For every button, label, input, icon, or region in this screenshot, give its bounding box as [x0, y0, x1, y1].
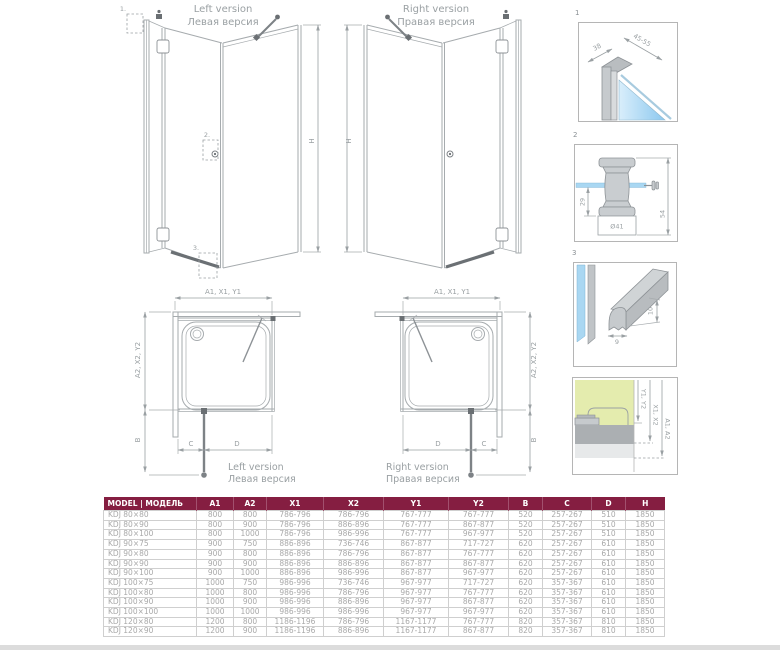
table-cell: 1850 [626, 617, 665, 627]
left-plan-version-en: Left version [228, 462, 284, 473]
detail-2-drawing [574, 144, 678, 242]
table-cell: 1850 [626, 520, 665, 530]
table-cell: 886-896 [267, 549, 324, 559]
table-cell: 610 [592, 540, 626, 550]
model-cell: KDJ 100×75 [104, 578, 197, 588]
table-cell: 867-877 [449, 627, 509, 637]
table-cell: 986-996 [267, 608, 324, 618]
column-header: H [626, 497, 665, 511]
table-header-row [104, 497, 665, 511]
detail-4-inner-dim: Y1, Y2 [639, 388, 648, 410]
table-cell: 357-367 [543, 627, 592, 637]
table-cell: 867-877 [384, 569, 449, 579]
table-cell: 610 [592, 559, 626, 569]
table-cell: 810 [592, 617, 626, 627]
table-cell: 820 [509, 617, 543, 627]
column-header: X1 [267, 497, 324, 511]
table-cell: 900 [234, 559, 267, 569]
table-cell: 1850 [626, 569, 665, 579]
table-row [104, 559, 665, 569]
table-cell: 800 [234, 511, 267, 521]
left-version-title-ru: Левая версия [187, 17, 259, 28]
table-cell: 967-977 [449, 608, 509, 618]
model-cell: KDJ 100×90 [104, 598, 197, 608]
table-cell: 1000 [234, 530, 267, 540]
table-cell: 620 [509, 598, 543, 608]
plan-b-dim-label: B [530, 437, 538, 443]
table-cell: 520 [509, 530, 543, 540]
table-cell: 1200 [197, 617, 234, 627]
table-cell: 1850 [626, 511, 665, 521]
table-cell: 867-877 [449, 520, 509, 530]
table-cell: 767-777 [449, 617, 509, 627]
table-cell: 786-796 [324, 549, 384, 559]
table-cell: 257-267 [543, 511, 592, 521]
table-cell: 620 [509, 559, 543, 569]
detail-1-drawing [578, 22, 678, 122]
table-cell: 800 [234, 549, 267, 559]
table-row [104, 520, 665, 530]
table-cell: 620 [509, 588, 543, 598]
table-cell: 1850 [626, 588, 665, 598]
table-cell: 786-796 [267, 520, 324, 530]
table-cell: 967-977 [449, 569, 509, 579]
table-cell: 1167-1177 [384, 627, 449, 637]
table-cell: 986-996 [267, 578, 324, 588]
model-cell: KDJ 100×100 [104, 608, 197, 618]
detail-1-width-dim: 38 [591, 41, 603, 53]
detail-3-height-dim: 10 [646, 306, 655, 316]
table-cell: 1000 [197, 588, 234, 598]
table-cell: 717-727 [449, 540, 509, 550]
table-cell: 610 [592, 549, 626, 559]
plan-c-dim-label: C [481, 440, 487, 448]
table-cell: 986-996 [324, 608, 384, 618]
table-cell: 1000 [234, 608, 267, 618]
table-cell: 1000 [197, 608, 234, 618]
detail-2-diameter-dim: Ø41 [610, 222, 624, 231]
table-row [104, 617, 665, 627]
column-header: A2 [234, 497, 267, 511]
model-cell: KDJ 90×100 [104, 569, 197, 579]
table-cell: 1850 [626, 540, 665, 550]
right-version-title-en: Right version [402, 4, 470, 15]
table-cell: 786-796 [267, 511, 324, 521]
model-cell: KDJ 80×90 [104, 520, 197, 530]
table-cell: 800 [234, 588, 267, 598]
table-cell: 610 [592, 569, 626, 579]
page-edge [0, 645, 780, 650]
table-cell: 786-796 [267, 530, 324, 540]
model-cell: KDJ 80×100 [104, 530, 197, 540]
table-cell: 520 [509, 520, 543, 530]
table-cell: 800 [197, 520, 234, 530]
table-cell: 900 [234, 627, 267, 637]
table-cell: 1186-1196 [267, 617, 324, 627]
table-row [104, 540, 665, 550]
table-cell: 886-896 [267, 569, 324, 579]
table-cell: 750 [234, 540, 267, 550]
table-cell: 886-896 [324, 559, 384, 569]
left-plan-version-ru: Левая версия [228, 474, 296, 485]
table-cell: 1850 [626, 530, 665, 540]
table-cell: 900 [234, 520, 267, 530]
table-row [104, 578, 665, 588]
column-header: X2 [324, 497, 384, 511]
detail-marker-3: 3. [192, 244, 200, 252]
table-cell: 786-796 [324, 588, 384, 598]
table-cell: 257-267 [543, 549, 592, 559]
detail-2-offset-dim: 29 [578, 197, 587, 207]
detail-marker-1: 1. [119, 5, 127, 13]
table-cell: 510 [592, 520, 626, 530]
table-row [104, 588, 665, 598]
table-row [104, 530, 665, 540]
table-cell: 886-896 [324, 598, 384, 608]
detail-2-number: 2 [573, 131, 578, 139]
table-cell: 736-746 [324, 540, 384, 550]
column-header: Y2 [449, 497, 509, 511]
table-cell: 1850 [626, 608, 665, 618]
table-cell: 610 [592, 598, 626, 608]
height-dim-label: H [345, 138, 353, 144]
table-cell: 867-877 [384, 540, 449, 550]
model-cell: KDJ 120×90 [104, 627, 197, 637]
height-dim-label: H [308, 138, 316, 144]
table-cell: 620 [509, 578, 543, 588]
table-cell: 900 [197, 540, 234, 550]
table-cell: 886-896 [267, 559, 324, 569]
table-cell: 967-977 [384, 598, 449, 608]
column-header: D [592, 497, 626, 511]
right-plan-drawing [325, 285, 550, 490]
table-cell: 1167-1177 [384, 617, 449, 627]
right-plan-version-en: Right version [386, 462, 449, 473]
table-cell: 510 [592, 530, 626, 540]
spec-table [103, 497, 665, 637]
table-cell: 510 [592, 511, 626, 521]
left-version-title-en: Left version [193, 4, 253, 15]
column-header: C [543, 497, 592, 511]
left-plan-version-label [228, 462, 296, 486]
table-cell: 1186-1196 [267, 627, 324, 637]
left-elevation-drawing [105, 0, 335, 295]
detail-3-width-dim: 9 [614, 338, 620, 346]
table-cell: 620 [509, 549, 543, 559]
table-cell: 986-996 [267, 588, 324, 598]
table-cell: 610 [592, 608, 626, 618]
detail-1-number: 1 [575, 9, 580, 17]
table-cell: 786-796 [324, 511, 384, 521]
model-cell: KDJ 100×80 [104, 588, 197, 598]
model-cell: KDJ 90×75 [104, 540, 197, 550]
plan-side-dim-label: A2, X2, Y2 [134, 341, 142, 379]
detail-3-drawing [573, 262, 677, 367]
detail-2-height-dim: 54 [658, 209, 667, 219]
right-plan-version-ru: Правая версия [386, 474, 460, 485]
table-cell: 767-777 [449, 588, 509, 598]
table-cell: 767-777 [384, 530, 449, 540]
table-cell: 986-996 [267, 598, 324, 608]
table-cell: 786-796 [324, 617, 384, 627]
plan-d-dim-label: D [234, 440, 240, 448]
right-plan-version-label [386, 462, 460, 486]
table-cell: 520 [509, 511, 543, 521]
table-cell: 750 [234, 578, 267, 588]
table-cell: 1000 [197, 578, 234, 588]
table-cell: 257-267 [543, 569, 592, 579]
table-cell: 900 [234, 598, 267, 608]
table-cell: 736-746 [324, 578, 384, 588]
table-cell: 257-267 [543, 540, 592, 550]
table-cell: 1200 [197, 627, 234, 637]
table-cell: 900 [197, 549, 234, 559]
plan-side-dim-label: A2, X2, Y2 [530, 341, 538, 379]
detail-1-depth-dim: 45-55 [631, 32, 653, 49]
table-cell: 967-977 [384, 588, 449, 598]
model-cell: KDJ 90×90 [104, 559, 197, 569]
table-cell: 610 [592, 588, 626, 598]
table-cell: 967-977 [384, 608, 449, 618]
detail-4-outer-dim: A1, A2 [663, 418, 672, 440]
column-header: Y1 [384, 497, 449, 511]
table-cell: 620 [509, 569, 543, 579]
table-cell: 610 [592, 578, 626, 588]
table-cell: 1850 [626, 559, 665, 569]
detail-3-number: 3 [572, 249, 577, 257]
column-header: A1 [197, 497, 234, 511]
table-cell: 1000 [197, 598, 234, 608]
table-row [104, 569, 665, 579]
table-cell: 257-267 [543, 520, 592, 530]
table-cell: 357-367 [543, 588, 592, 598]
table-cell: 620 [509, 540, 543, 550]
plan-top-dim-label: A1, X1, Y1 [204, 288, 242, 296]
table-cell: 886-896 [267, 540, 324, 550]
table-row [104, 511, 665, 521]
table-cell: 767-777 [384, 520, 449, 530]
table-cell: 800 [197, 511, 234, 521]
model-cell: KDJ 90×80 [104, 549, 197, 559]
table-row [104, 627, 665, 637]
table-cell: 800 [234, 617, 267, 627]
table-cell: 1850 [626, 627, 665, 637]
table-cell: 900 [197, 559, 234, 569]
table-cell: 1850 [626, 598, 665, 608]
table-cell: 1000 [234, 569, 267, 579]
plan-b-dim-label: B [134, 437, 142, 443]
table-cell: 620 [509, 608, 543, 618]
table-cell: 886-896 [324, 627, 384, 637]
table-cell: 986-996 [324, 530, 384, 540]
table-cell: 1850 [626, 549, 665, 559]
table-row [104, 608, 665, 618]
table-cell: 767-777 [384, 511, 449, 521]
table-row [104, 598, 665, 608]
table-cell: 820 [509, 627, 543, 637]
model-cell: KDJ 80×80 [104, 511, 197, 521]
table-cell: 357-367 [543, 608, 592, 618]
column-header: B [509, 497, 543, 511]
table-cell: 886-896 [324, 520, 384, 530]
table-cell: 867-877 [384, 559, 449, 569]
table-cell: 357-367 [543, 617, 592, 627]
plan-d-dim-label: D [435, 440, 441, 448]
table-row [104, 549, 665, 559]
table-cell: 257-267 [543, 559, 592, 569]
table-cell: 1850 [626, 578, 665, 588]
table-cell: 967-977 [384, 578, 449, 588]
left-plan-drawing [125, 285, 350, 490]
detail-4-drawing [572, 377, 678, 475]
model-cell: KDJ 120×80 [104, 617, 197, 627]
table-cell: 900 [197, 569, 234, 579]
detail-marker-2: 2. [203, 131, 211, 139]
table-cell: 867-877 [449, 559, 509, 569]
table-cell: 357-367 [543, 598, 592, 608]
table-cell: 967-977 [449, 530, 509, 540]
right-version-title-ru: Правая версия [397, 17, 475, 28]
table-cell: 867-877 [449, 598, 509, 608]
table-cell: 800 [197, 530, 234, 540]
table-cell: 810 [592, 627, 626, 637]
right-elevation-drawing [330, 0, 560, 295]
table-cell: 257-267 [543, 530, 592, 540]
table-cell: 767-777 [449, 511, 509, 521]
detail-4-mid-dim: X1, X2 [651, 404, 660, 426]
plan-top-dim-label: A1, X1, Y1 [433, 288, 471, 296]
table-cell: 717-727 [449, 578, 509, 588]
table-cell: 986-996 [324, 569, 384, 579]
column-header: MODEL | МОДЕЛЬ [104, 497, 197, 511]
table-cell: 357-367 [543, 578, 592, 588]
table-cell: 767-777 [449, 549, 509, 559]
plan-c-dim-label: C [188, 440, 194, 448]
table-cell: 867-877 [384, 549, 449, 559]
